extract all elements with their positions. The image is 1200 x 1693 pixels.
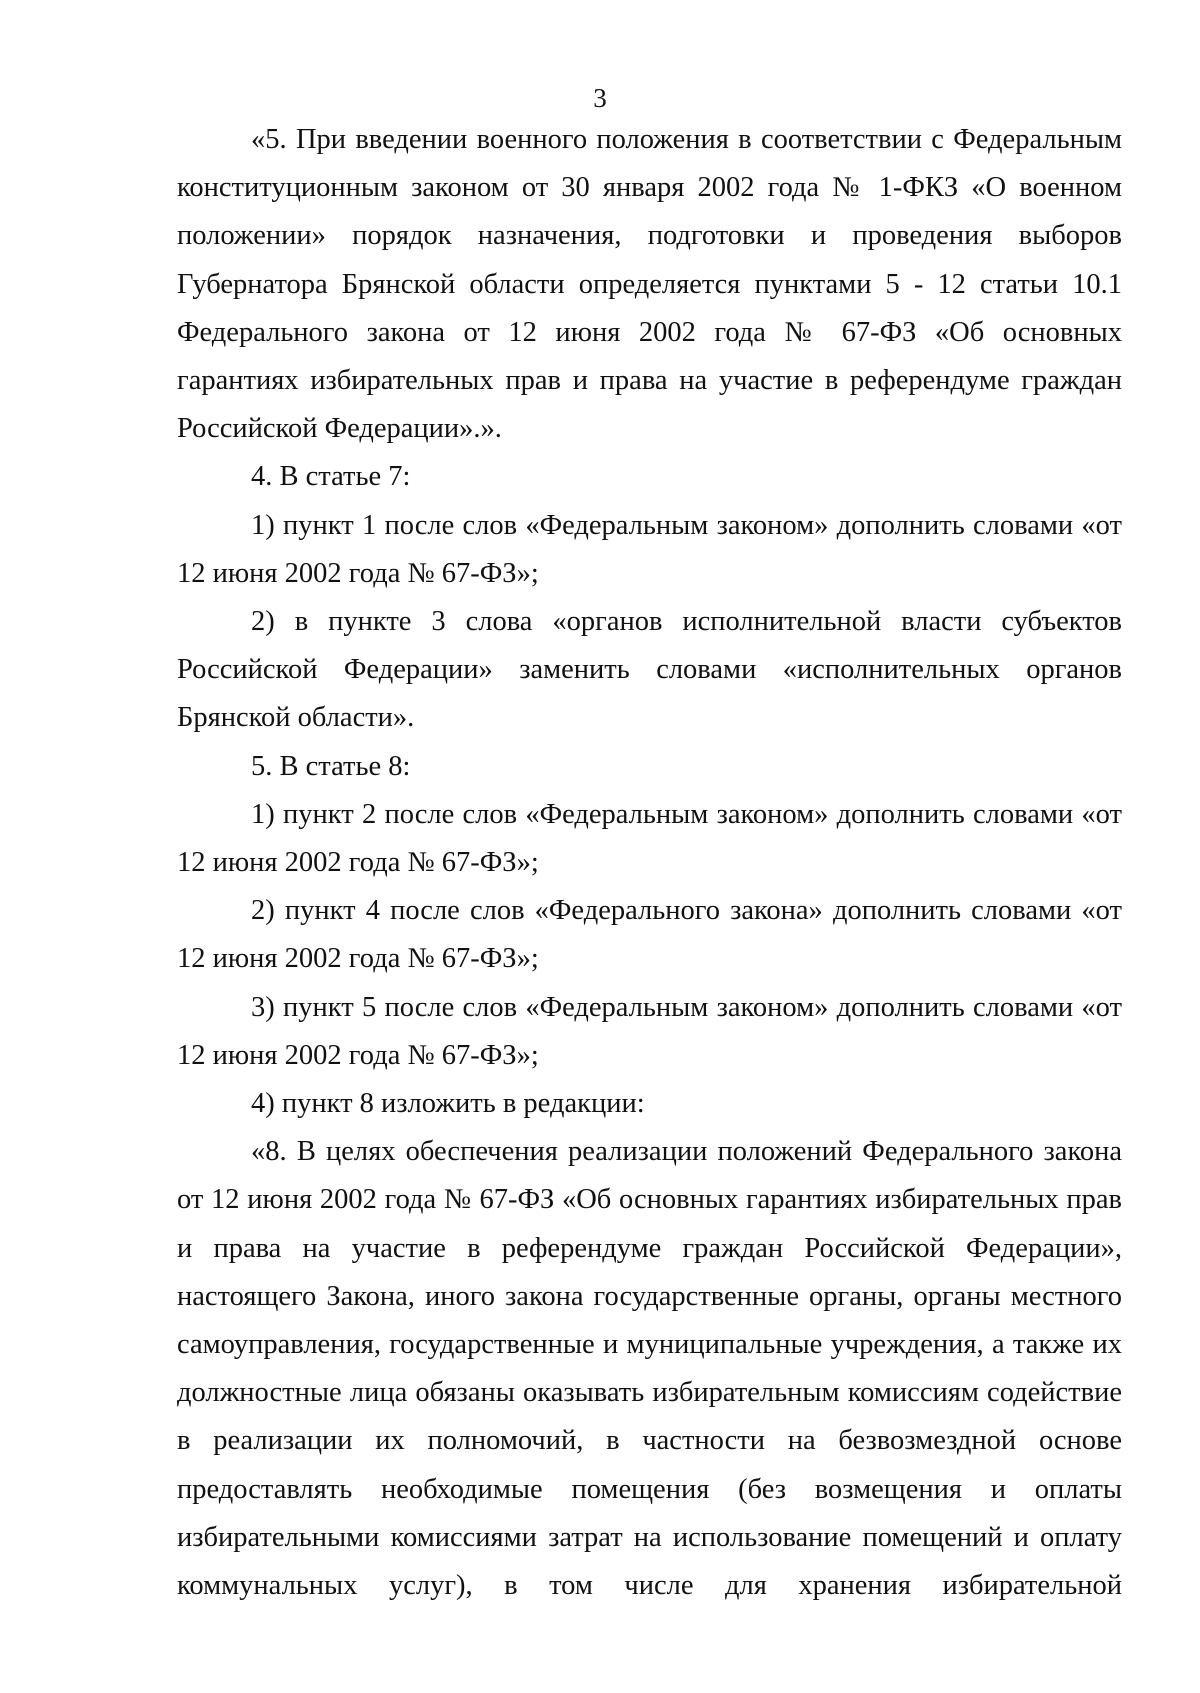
page-number: 3 (593, 83, 607, 113)
paragraph-article-8-heading: 5. В статье 8: (251, 750, 411, 782)
paragraph-article-7-item-1: 1) пункт 1 после слов «Федеральным законом» дополнить словами «от 12 июня 2002 года № 67-ФЗ»; (177, 509, 1122, 589)
paragraph-point-8-text: «8. В целях обеспечения реализации положений Федерального закона от 12 июня 2002 года № 67-ФЗ «Об основных гарантиях избирательных прав и права на участие в референдуме граждан Российской Федерации», настоящего Закона, иного закона государственные органы, органы местного самоуправления, государственные и муниципальные учреждения, а также их должностные лица обязаны оказывать избирательным комиссиям содействие в реализации их полномочий, в частности на безвозмездной основе предоставлять необходимые помещения (без возмещения и оплаты избирательными комиссиями затрат на использование помещений и оплату коммунальных услуг), в том числе для хранения избирательной (177, 1136, 1122, 1602)
paragraph-article-8-item-1: 1) пункт 2 после слов «Федеральным законом» дополнить словами «от 12 июня 2002 года № 67-ФЗ»; (177, 798, 1122, 879)
paragraph-amendment-point-5: «5. При введении военного положения в соответствии с Федеральным конституционным законом от 30 января 2002 года № 1-ФКЗ «О военном положении» порядок назначения, подготовки и проведения выборов Губернатора Брянской области определяется пунктами 5 - 12 статьи 10.1 Федерального закона от 12 июня 2002 года № 67-ФЗ «Об основных гарантиях избирательных прав и права на участие в референдуме граждан Российской Федерации».». (177, 124, 1122, 445)
paragraph-article-8-item-4: 4) пункт 8 изложить в редакции: (251, 1088, 645, 1120)
paragraph-article-8-item-3: 3) пункт 5 после слов «Федеральным законом» дополнить словами «от 12 июня 2002 года № 67-ФЗ»; (177, 991, 1122, 1071)
paragraph-article-7-item-2: 2) в пункте 3 слова «органов исполнительной власти субъектов Российской Федерации» заменить словами «исполнительных органов Брянской области». (177, 606, 1122, 734)
paragraph-article-8-item-2: 2) пункт 4 после слов «Федерального закона» дополнить словами «от 12 июня 2002 года № 67-ФЗ»; (177, 895, 1122, 975)
document-body (177, 116, 1122, 1610)
paragraph-article-7-heading: 4. В статье 7: (251, 461, 411, 493)
